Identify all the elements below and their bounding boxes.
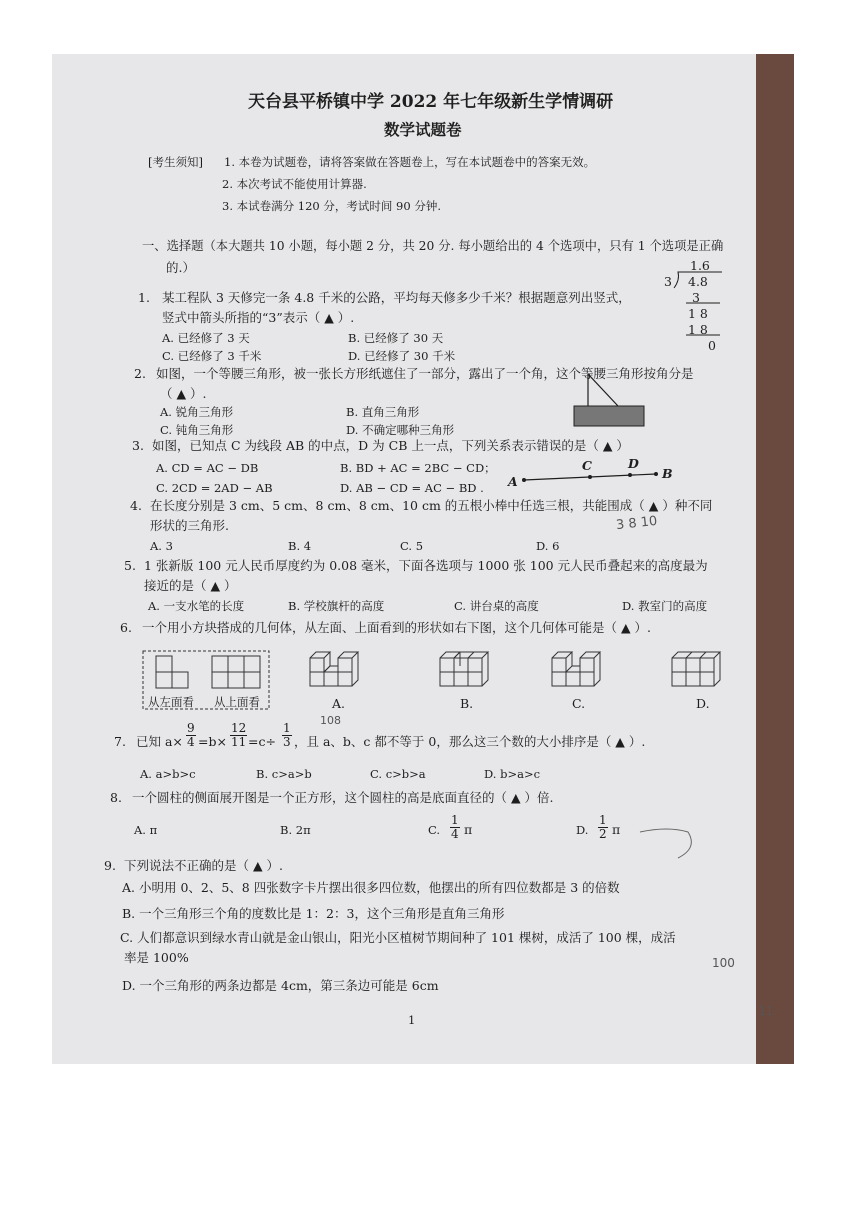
- q6-number: 6.: [120, 620, 132, 635]
- q8-number: 8.: [110, 790, 122, 805]
- division-bracket: [672, 270, 732, 340]
- desk-edge: [756, 54, 794, 1064]
- notice-item-2: 2. 本次考试不能使用计算器.: [222, 177, 367, 191]
- q2-number: 2.: [134, 366, 146, 381]
- q1-option-b: B. 已经修了 30 天: [348, 331, 444, 345]
- q3-option-b: B. BD + AC = 2BC − CD；: [340, 461, 496, 475]
- q2-triangle-figure: [570, 372, 650, 432]
- q7-number: 7.: [114, 734, 126, 749]
- q4-option-a: A. 3: [150, 539, 173, 553]
- q3-line1: 如图，已知点 C 为线段 AB 的中点，D 为 CB 上一点，下列关系表示错误的是（ ▲ ）: [152, 438, 629, 453]
- handwriting-q7: 108: [320, 714, 341, 727]
- q7-option-b: B. c>a>b: [256, 767, 312, 781]
- q2-line2: （ ▲ ）.: [160, 386, 207, 401]
- q8-option-c: C.: [428, 823, 441, 837]
- q8-fraction-c: $\frac{1}{4}$: [451, 813, 459, 841]
- q7-tail: ，且 a、b、c 都不等于 0，那么这三个数的大小排序是（ ▲ ）.: [294, 734, 646, 749]
- q6-option-c: C.: [572, 696, 586, 711]
- notice-item-1: 1. 本卷为试题卷，请将答案做在答题卷上，写在本试题卷中的答案无效。: [224, 155, 596, 169]
- q8-option-a: A. π: [134, 823, 158, 837]
- q6-option-b: B.: [460, 696, 474, 711]
- section-heading-line2: 的.）: [166, 260, 195, 275]
- notice-item-3: 3. 本试卷满分 120 分，考试时间 90 分钟.: [222, 199, 441, 213]
- q5-option-a: A. 一支水笔的长度: [148, 599, 245, 613]
- q4-line1: 在长度分别是 3 cm、5 cm、8 cm、8 cm、10 cm 的五根小棒中任选三根，共能围成（ ▲ ）种不同: [150, 498, 713, 513]
- q5-number: 5.: [124, 558, 136, 573]
- q1-option-c: C. 已经修了 3 千米: [162, 349, 262, 363]
- q9-option-a: A. 小明用 0、2、5、8 四张数字卡片摆出很多四位数，他摆出的所有四位数都是 3 的倍数: [122, 880, 620, 895]
- exam-sheet: 天台县平桥镇中学 2022 年七年级新生学情调研 数学试题卷 [考生须知] 1. 本卷为试题卷，请将答案做在答题卷上，写在本试题卷中的答案无效。 2. 本次考试不能使用计算器. 3. 本试卷满分 120 分，考试时间 90 分钟. 一、选择题（本大题共 10 小题，每小题 2 分，共 20 分. 每小题给出的 4 个选项中，只有 1 个选项是正确 的.） 1.6 3 4.8 3 1 8 1 8 0 1. 某工程队 3 天修完一条 4.8 千米的公路，平均每天修多少千米？根据题意列出竖式， 竖式中箭头所指的“3”表示（ ▲ ）. A. 已经修了 3 天 B. 已经修了 30 天 C. 已经修了 3 千米 D. 已经修了 30 千米 2. 如图，一个等腰三角形，被一张长方形纸遮住了一部分，露出了一个角，这个等腰三角形按角分是 （ ▲ ）. A. 锐角三角形 B. 直角三角形 C. 钝角三角形 D. 不确定哪种三角形 3. 如图，已知点 C 为线段 AB 的中点，D 为 CB 上一点，下列关系表示错误的是（ ▲ ） A. CD = AC − DB B. BD + AC = 2BC − CD； C. 2CD = 2AD − AB D. AB − CD = AC − BD . A C D B 4. 在长度分别是 3 cm、5 cm、8 cm、8 cm、10 cm 的五根小棒中任选三根，共能围成（ ▲ ）种不同 形状的三角形. A. 3 B. 4 C. 5 D. 6 3 8 10 5. 1 张新版 100 元人民币厚度约为 0.08 毫米，下面各选项与 1000 张 100 元人民币叠起来的高度最为 接近的是（ ▲ ） A. 一支水笔的长度 B. 学校旗杆的高度 C. 讲台桌的高度 D. 教室门的高度 6. 一个用小方块搭成的几何体，从左面、上面看到的形状如右下图，这个几何体可能是（ ▲ ）. 从左面看 从上面看 A. B. C. D. 108 7. 已知 a× $\frac{9}{4}$ =b× $\frac{12}{11}$ =c÷ $\frac{1}{3}$ ，且 a、b、c 都不等于 0，那么这三个数的大小排序是（ ▲ ）. A. a>b>c B. c>a>b C. c>b>a D. b>a>c 8. 一个圆柱的侧面展开图是一个正方形，这个圆柱的高是底面直径的（ ▲ ）倍. A. π B. 2π C. $\frac{1}{4}$ π D. $\frac{1}{2}$ π 9. 下列说法不正确的是（ ▲ ）. A. 小明用 0、2、5、8 四张数字卡片摆出很多四位数，他摆出的所有四位数都是 3 的倍数 B. 一个三角形三个角的度数比是 1：2：3，这个三角形是直角三角形 C. 人们都意识到绿水青山就是金山银山，阳光小区植树节期间种了 101 棵树，成活了 100 棵，成活 率是 100% D. 一个三角形的两条边都是 4cm，第三条边可能是 6cm 100 11 1: [52, 54, 794, 1064]
- q5-option-b: B. 学校旗杆的高度: [288, 599, 385, 613]
- q7-fraction-3: $\frac{1}{3}$: [283, 721, 291, 749]
- q7-option-a: A. a>b>c: [140, 767, 196, 781]
- q8-line1: 一个圆柱的侧面展开图是一个正方形，这个圆柱的高是底面直径的（ ▲ ）倍.: [132, 790, 554, 805]
- q6-option-d: D.: [696, 696, 710, 711]
- q3-option-c: C. 2CD = 2AD − AB: [156, 481, 273, 495]
- q6-left-view-label: 从左面看: [148, 695, 194, 709]
- q7-fraction-1: $\frac{9}{4}$: [187, 721, 195, 749]
- q8-fraction-d: $\frac{1}{2}$: [599, 813, 607, 841]
- q8-option-b: B. 2π: [280, 823, 311, 837]
- q7-mid2: =c÷: [248, 734, 276, 749]
- q6-line1: 一个用小方块搭成的几何体，从左面、上面看到的形状如右下图，这个几何体可能是（ ▲ ）.: [142, 620, 652, 635]
- exam-subtitle: 数学试题卷: [384, 120, 462, 139]
- q5-line1: 1 张新版 100 元人民币厚度约为 0.08 毫米，下面各选项与 1000 张 100 元人民币叠起来的高度最为: [144, 558, 708, 573]
- pencil-marks: [638, 824, 728, 864]
- q3-option-d: D. AB − CD = AC − BD .: [340, 481, 484, 495]
- q9-option-c-cont: 率是 100%: [124, 950, 189, 965]
- q3-number: 3.: [132, 438, 144, 453]
- q5-option-c: C. 讲台桌的高度: [454, 599, 539, 613]
- q3-option-a: A. CD = AC − DB: [156, 461, 259, 475]
- exam-title: 天台县平桥镇中学 2022 年七年级新生学情调研: [248, 92, 614, 112]
- q4-option-d: D. 6: [536, 539, 560, 553]
- q1-option-d: D. 已经修了 30 千米: [348, 349, 456, 363]
- q2-option-a: A. 锐角三角形: [160, 405, 234, 419]
- q6-solid-c: [548, 650, 618, 698]
- q5-line2: 接近的是（ ▲ ）: [144, 578, 237, 593]
- q6-top-view-label: 从上面看: [214, 695, 260, 709]
- q5-option-d: D. 教室门的高度: [622, 599, 708, 613]
- handwriting-margin-2: 11: [758, 1004, 774, 1018]
- q1-number: 1.: [138, 290, 150, 305]
- handwriting-margin: 100: [712, 956, 735, 970]
- q7-mid1: =b×: [198, 734, 227, 749]
- q2-option-c: C. 钝角三角形: [160, 423, 234, 437]
- q2-option-b: B. 直角三角形: [346, 405, 420, 419]
- q9-option-d: D. 一个三角形的两条边都是 4cm，第三条边可能是 6cm: [122, 978, 439, 993]
- q9-line1: 下列说法不正确的是（ ▲ ）.: [124, 858, 284, 873]
- q7-lead: 已知 a×: [136, 734, 183, 749]
- q9-option-c: C. 人们都意识到绿水青山就是金山银山，阳光小区植树节期间种了 101 棵树，成活了 100 棵，成活: [120, 930, 676, 945]
- q7-fraction-2: $\frac{12}{11}$: [231, 721, 247, 749]
- q8-option-d: D.: [576, 823, 589, 837]
- q7-option-c: C. c>b>a: [370, 767, 426, 781]
- page-number: 1: [408, 1013, 416, 1027]
- q9-number: 9.: [104, 858, 116, 873]
- q1-line1: 某工程队 3 天修完一条 4.8 千米的公路，平均每天修多少千米？根据题意列出竖式，: [162, 290, 631, 305]
- handwriting-q4: 3 8 10: [615, 513, 659, 534]
- q6-solid-d: [668, 646, 738, 698]
- section-heading: 一、选择题（本大题共 10 小题，每小题 2 分，共 20 分. 每小题给出的 4 个选项中，只有 1 个选项是正确: [142, 239, 724, 253]
- q9-option-b: B. 一个三角形三个角的度数比是 1：2：3，这个三角形是直角三角形: [122, 906, 505, 921]
- q4-line2: 形状的三角形.: [150, 518, 229, 533]
- q1-line2: 竖式中箭头所指的“3”表示（ ▲ ）.: [162, 310, 355, 325]
- q4-option-b: B. 4: [288, 539, 312, 553]
- q6-solid-a: [306, 650, 376, 698]
- q3-segment-line: [520, 468, 670, 488]
- q7-option-d: D. b>a>c: [484, 767, 541, 781]
- q6-option-a: A.: [332, 696, 346, 711]
- q6-solid-b: [436, 646, 506, 698]
- q4-option-c: C. 5: [400, 539, 424, 553]
- q1-option-a: A. 已经修了 3 天: [162, 331, 250, 345]
- q2-option-d: D. 不确定哪种三角形: [346, 423, 455, 437]
- q4-number: 4.: [130, 498, 142, 513]
- q2-line1: 如图，一个等腰三角形，被一张长方形纸遮住了一部分，露出了一个角，这个等腰三角形按角分是: [156, 366, 694, 381]
- notice-label: [考生须知]: [148, 155, 203, 169]
